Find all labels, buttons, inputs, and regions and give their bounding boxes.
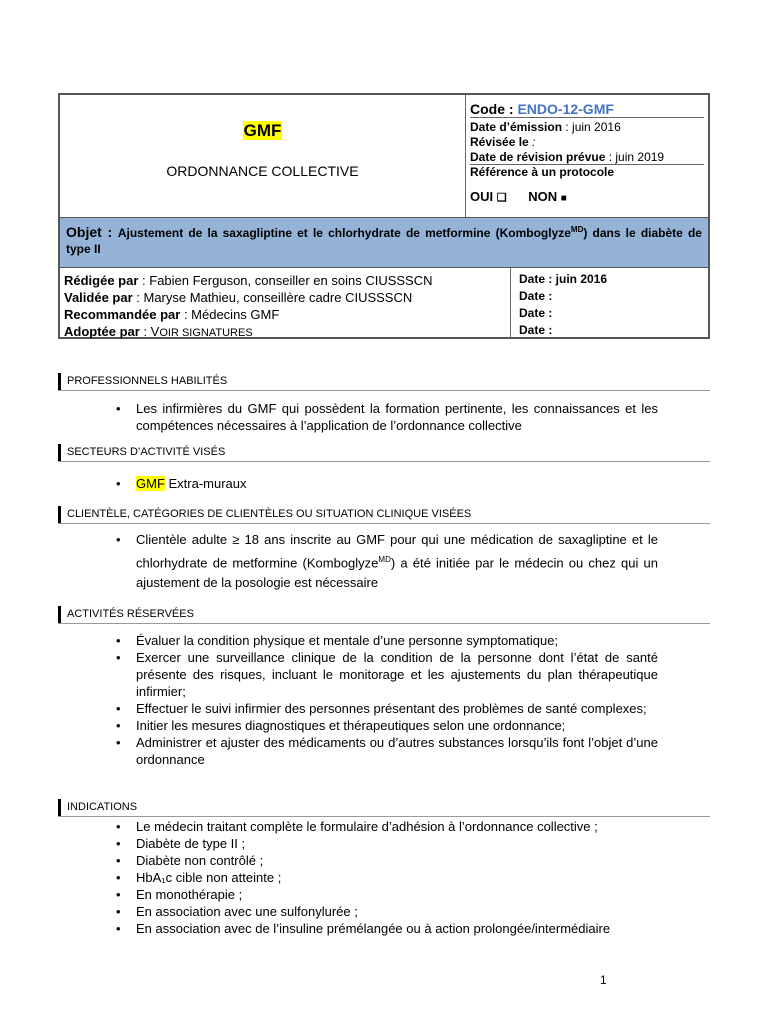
- code-line: Code : ENDO-12-GMF: [470, 101, 704, 118]
- list-item: • HbA₁c cible non atteinte ;: [112, 869, 658, 886]
- section-bar: [58, 444, 61, 461]
- header-table: [58, 93, 710, 339]
- list-item: • Évaluer la condition physique et mentale d’une personne symptomatique;: [112, 632, 658, 649]
- list-item: • GMF Extra-muraux: [112, 475, 658, 492]
- list-item: • Diabète non contrôlé ;: [112, 852, 658, 869]
- page-number: 1: [600, 973, 607, 987]
- section-bar: [58, 799, 61, 816]
- list-item: • Les infirmières du GMF qui possèdent la formation pertinente, les connaissances et les compétences nécessaires à l’application de l’ordonnance collective: [112, 400, 658, 434]
- non-checkbox-icon: ■: [560, 193, 567, 204]
- list-item: • Le médecin traitant complète le formulaire d’adhésion à l’ordonnance collective ;: [112, 818, 658, 835]
- signatures-list: [64, 272, 504, 342]
- date-validee: Date :: [519, 289, 553, 303]
- revisee-line: Révisée le :: [470, 135, 536, 149]
- secteurs-list: [112, 475, 658, 492]
- list-item: • En monothérapie ;: [112, 886, 658, 903]
- header-top-row: [60, 95, 708, 217]
- list-item: • Effectuer le suivi infirmier des personnes présentant des problèmes de santé complexes;: [112, 700, 658, 717]
- section-indications-heading: INDICATIONS: [58, 799, 710, 817]
- clientele-list: [112, 530, 658, 593]
- oui-checkbox-icon: ❑: [496, 192, 507, 204]
- list-item: • Clientèle adulte ≥ 18 ans inscrite au GMF pour qui une médication de saxagliptine et le chlorhydrate de metformine (Komboglyze$^{MD}$) a été initiée par le médecin ou chez qui un ajustement de la posologie est nécessaire: [112, 530, 658, 593]
- date-redigee: Date : juin 2016: [519, 272, 608, 286]
- list-item: • Initier les mesures diagnostiques et thérapeutiques selon une ordonnance;: [112, 717, 658, 734]
- recommandee-line: Recommandée par : Médecins GMF: [64, 307, 280, 322]
- emission-line: Date d’émission : juin 2016: [470, 120, 621, 134]
- header-meta-cell: [466, 95, 708, 217]
- list-item: • Exercer une surveillance clinique de la condition de la personne dont l’état de santé présente des risques, incluant le monitorage et les ajustements du plan thérapeutique infirmier;: [112, 649, 658, 700]
- section-bar: [58, 606, 61, 623]
- professionnels-list: [112, 400, 658, 434]
- gmf-title: [60, 121, 465, 141]
- list-item: • En association avec de l’insuline prémélangée ou à action prolongée/intermédiaire: [112, 920, 658, 937]
- code-value: ENDO-12-GMF: [517, 101, 614, 117]
- section-bar: [58, 506, 61, 523]
- list-item: • Diabète de type II ;: [112, 835, 658, 852]
- oui-non-line: OUI ❑ NON ■: [470, 189, 567, 204]
- signatures-row: [60, 268, 708, 338]
- list-item: • En association avec une sulfonylurée ;: [112, 903, 658, 920]
- section-professionnels-heading: PROFESSIONNELS HABILITÉS: [58, 373, 710, 391]
- date-adoptee: Date :: [519, 323, 553, 337]
- revision-line: Date de révision prévue : juin 2019: [470, 150, 704, 165]
- adoptee-line: Adoptée par : VOIR SIGNATURES: [64, 324, 253, 339]
- document-title: ORDONNANCE COLLECTIVE: [166, 163, 359, 179]
- header-title-cell: [60, 95, 466, 217]
- reference-line: Référence à un protocole: [470, 165, 615, 179]
- date-recommandee: Date :: [519, 306, 553, 320]
- indications-list: [112, 818, 658, 937]
- section-secteurs-heading: SECTEURS D’ACTIVITÉ VISÉS: [58, 444, 710, 462]
- section-clientele-heading: CLIENTÈLE, CATÉGORIES DE CLIENTÈLES OU SITUATION CLINIQUE VISÉES: [58, 506, 710, 524]
- redigee-line: Rédigée par : Fabien Ferguson, conseiller en soins CIUSSSCN: [64, 273, 433, 288]
- gmf-highlight: GMF: [243, 121, 282, 140]
- list-item: • Administrer et ajuster des médicaments ou d’autres substances lorsqu’ils font l’objet d’une ordonnance: [112, 734, 658, 768]
- objet-cell: Objet : Ajustement de la saxagliptine et le chlorhydrate de metformine (Komboglyze$^{MD}$) dans le diabète de type II: [60, 217, 708, 268]
- validee-line: Validée par : Maryse Mathieu, conseillère cadre CIUSSSCN: [64, 290, 413, 305]
- activites-list: [112, 632, 658, 768]
- section-bar: [58, 373, 61, 390]
- dates-cell: [510, 268, 709, 338]
- section-activites-heading: ACTIVITÉS RÉSERVÉES: [58, 606, 710, 624]
